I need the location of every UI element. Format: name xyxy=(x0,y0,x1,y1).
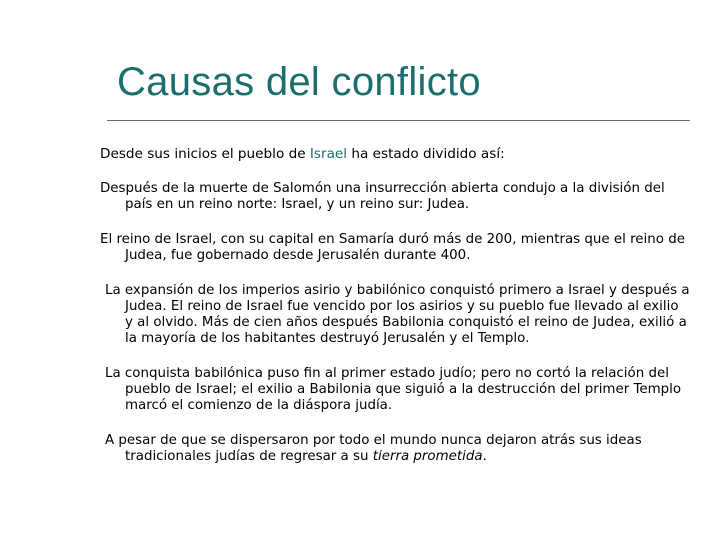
israel-highlight: Israel xyxy=(309,146,348,162)
dispersion-text-before: A pesar de que se dispersaron por todo el mundo nunca dejaron atrás sus ideas tradicionales judías de regresar a su xyxy=(105,433,642,464)
paragraph-salomon: Después de la muerte de Salomón una insurrección abierta condujo a la división del país en un reino norte: Israel, y un reino sur: Judea. xyxy=(100,181,665,212)
paragraph-reinos: El reino de Israel, con su capital en Samaría duró más de 200, mientras que el reino de Judea, fue gobernado desde Jerusalén durante 400. xyxy=(100,232,685,263)
paragraph-conquista xyxy=(100,366,690,414)
slide-body xyxy=(100,146,690,465)
paragraph-intro xyxy=(100,146,690,162)
dispersion-text-after: . xyxy=(482,449,487,464)
tierra-prometida-italic: tierra prometida xyxy=(372,449,483,464)
intro-text-after: ha estado dividido así: xyxy=(347,146,505,162)
paragraph-dispersion xyxy=(100,433,690,465)
conquista-text: La conquista babilónica puso fin al primer estado judío; pero no cortó la relación del pueblo de Israel; el exilio a Babilonia que siguió a la destrucción del primer Templo marcó el comienzo de la diáspora judía. xyxy=(105,366,682,413)
slide-title: Causas del conflicto xyxy=(117,60,481,104)
paragraph-expansion xyxy=(100,283,690,347)
title-divider xyxy=(107,120,690,121)
expansion-text: La expansión de los imperios asirio y babilónico conquistó primero a Israel y después a Judea. El reino de Israel fue vencido por los asirios y su pueblo fue llevado al exilio y al olvido. Más de cien años después Babilonia conquistó el reino de Judea, exilió a la mayoría de los habitantes destruyó Jerusalén y el Templo. xyxy=(105,283,690,346)
intro-text-before: Desde sus inicios el pueblo de xyxy=(100,146,310,162)
